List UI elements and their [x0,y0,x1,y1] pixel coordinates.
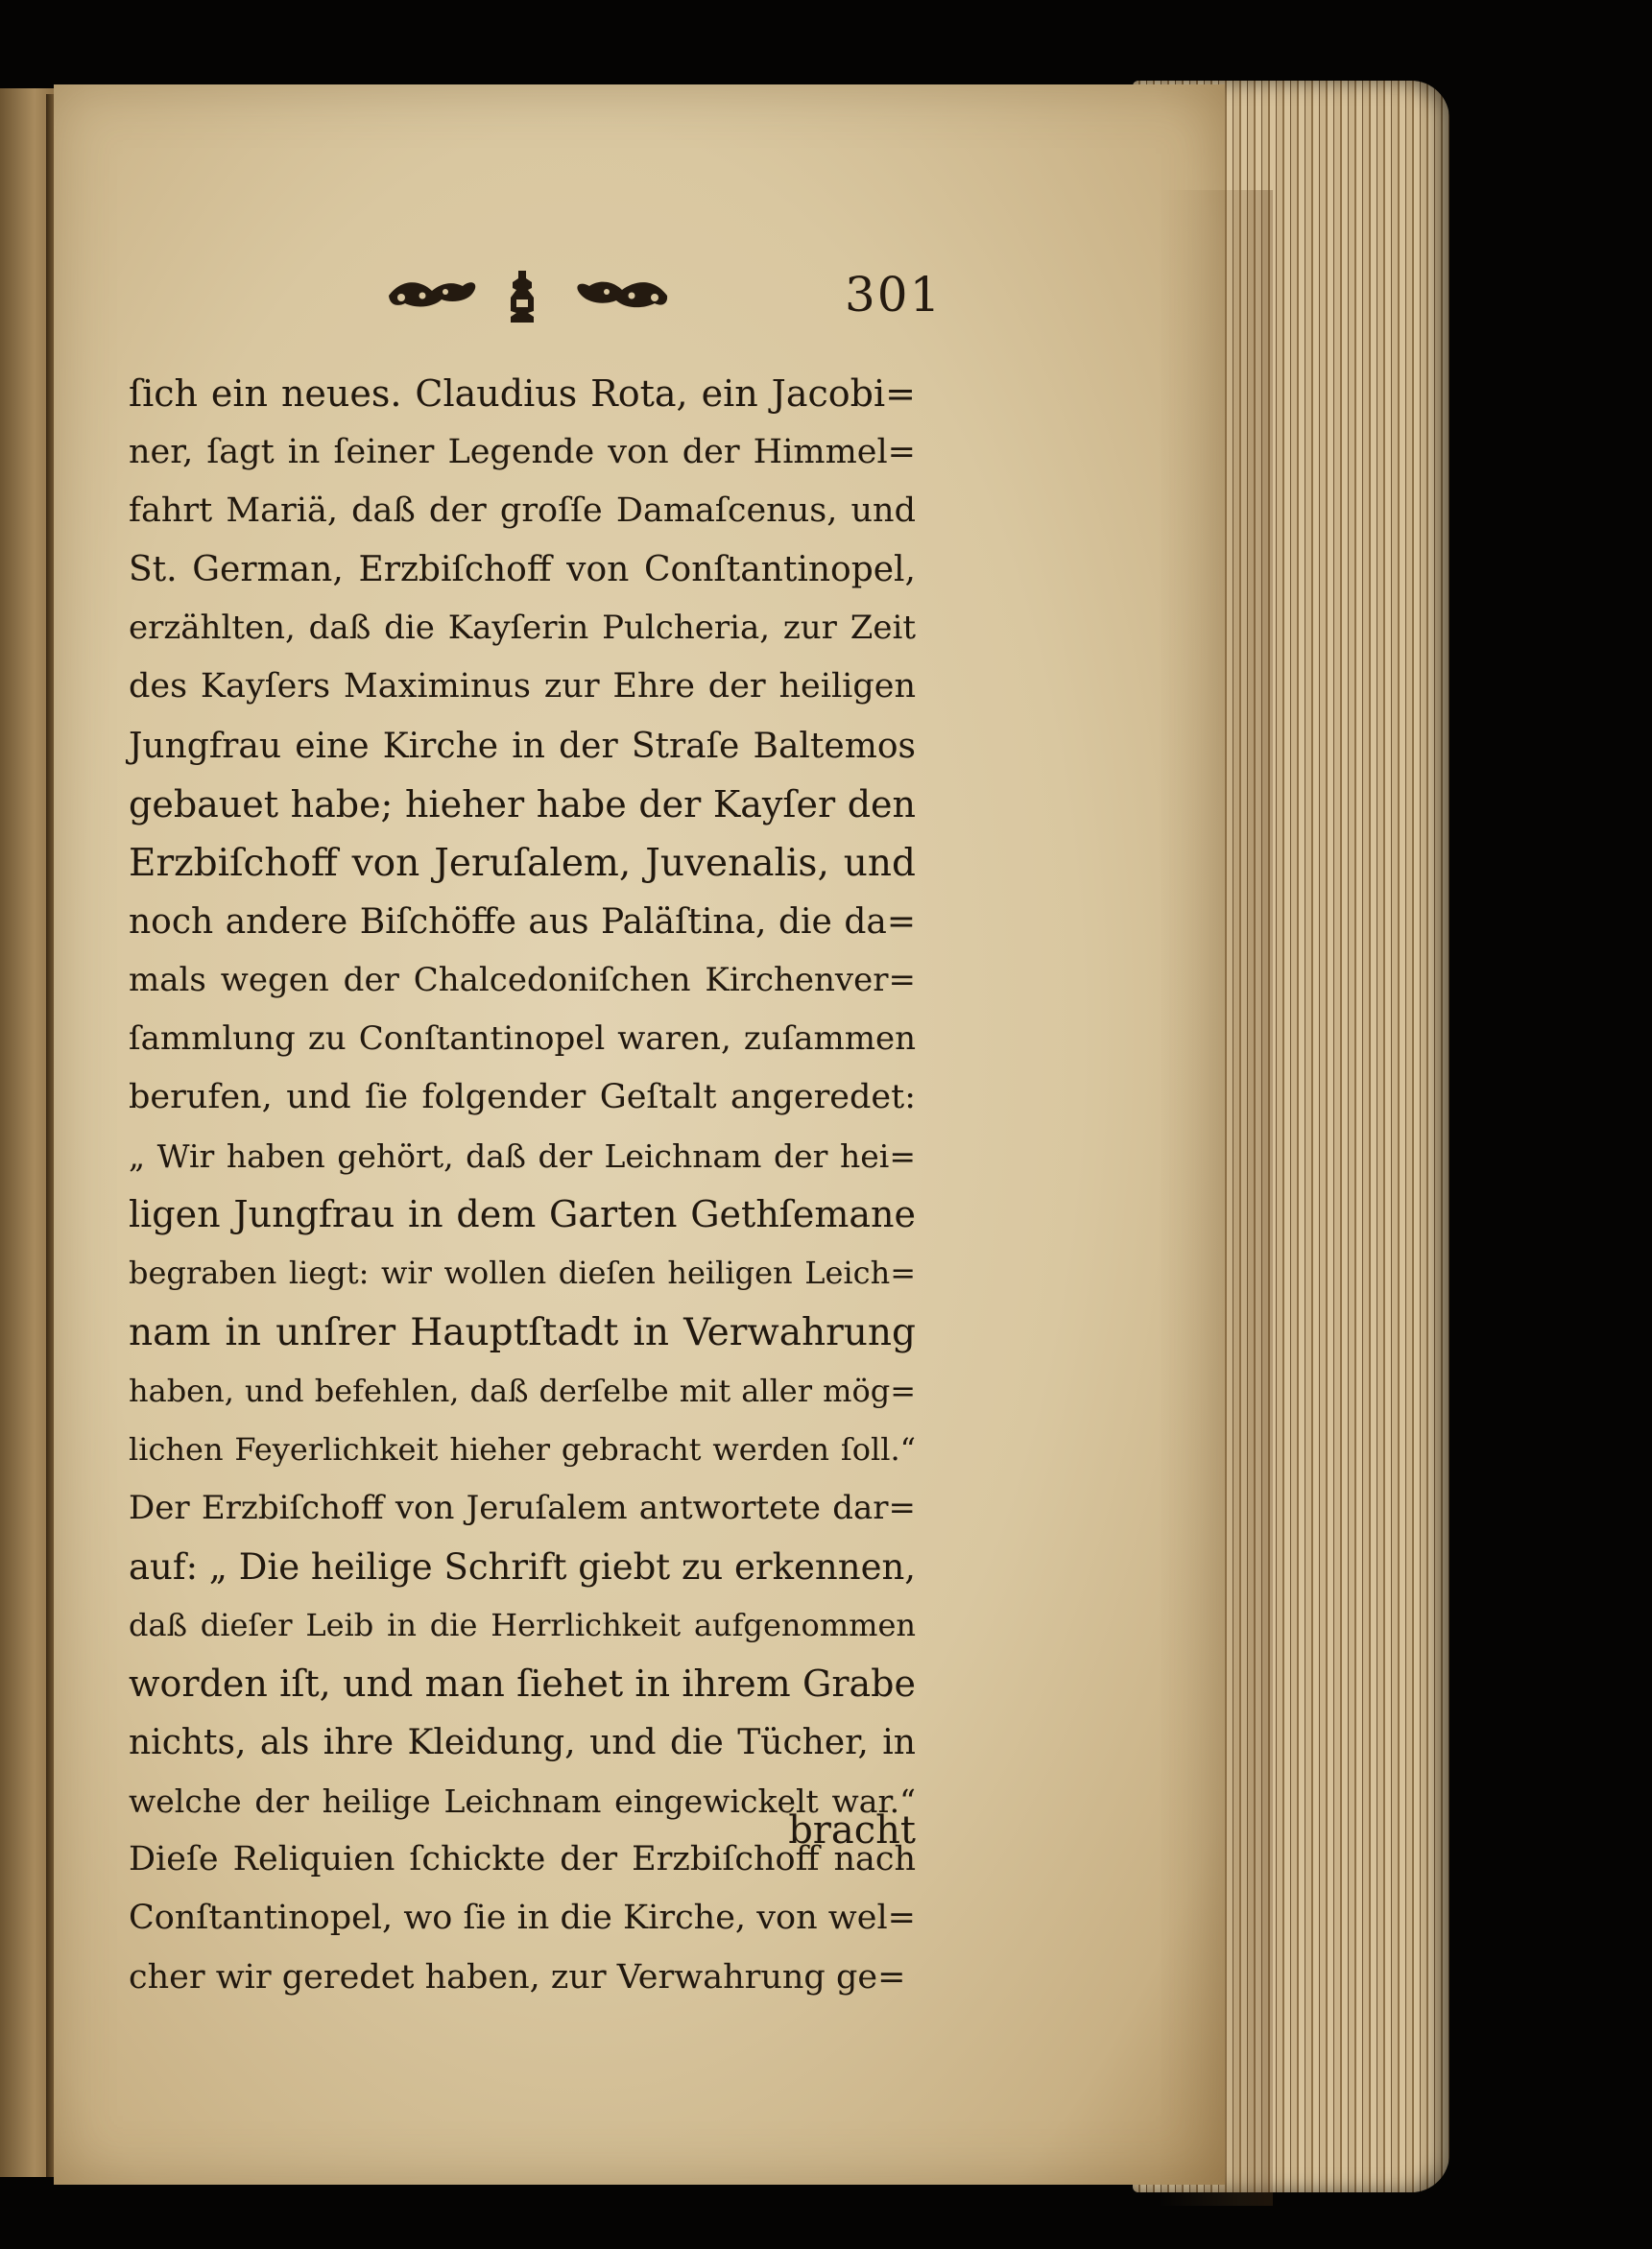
page-number: 301 [845,267,943,323]
text-line: noch andere Biſchöffe aus Paläſtina, die da= [129,901,916,942]
text-line: auf: „ Die heilige Schrift giebt zu erkennen, [129,1545,917,1588]
text-line: ligen Jungfrau in dem Garten Gethſemane [129,1193,916,1236]
text-line: erzählten, daß die Kayſerin Pulcheria, zur Zeit [129,609,916,648]
text-line: ner, ſagt in ſeiner Legende von der Himmel= [129,433,916,472]
text-line: Jungfrau eine Kirche in der Straſe Baltemos [129,726,916,766]
text-line: Erzbiſchoff von Jeruſalem, Juvenalis, und [129,841,916,885]
text-line: fahrt Mariä, daß der groſſe Damaſcenus, und [129,491,916,531]
text-line: gebauet habe; hieher habe der Kayſer den [129,782,916,825]
text-line: St. German, Erzbiſchoff von Conſtantinopel, [129,550,916,590]
text-line: worden iſt, und man ſiehet in ihrem Grabe [129,1663,916,1706]
text-line: Der Erzbiſchoff von Jeruſalem antwortete dar= [129,1488,916,1527]
text-line: nam in unſrer Hauptſtadt in Verwahrung [129,1310,916,1354]
text-line: ſich ein neues. Claudius Rota, ein Jacobi= [129,372,916,415]
page-headline [384,257,902,334]
vase-icon [511,271,534,323]
text-line: welche der heilige Leichnam eingewickelt war.“ [129,1782,916,1821]
text-line: nichts, als ihre Kleidung, und die Tücher, in [129,1723,916,1763]
body-text [129,365,916,2007]
text-line: berufen, und ſie folgender Geſtalt angeredet: [129,1078,916,1117]
text-line: „ Wir haben gehört, daß der Leichnam der hei= [129,1137,916,1176]
catchword: bracht [788,1808,916,1853]
text-line: haben, und befehlen, daß derſelbe mit aller mög= [129,1372,916,1409]
text-line: lichen Feyerlichkeit hieher gebracht werden ſoll.“ [129,1430,916,1468]
text-line: Dieſe Reliquien ſchickte der Erzbiſchoff nach [129,1840,916,1879]
text-line: daß dieſer Leib in die Herrlichkeit aufgenommen [129,1606,916,1643]
text-line: ſammlung zu Conſtantinopel waren, zuſammen [129,1019,916,1059]
page-shading [1158,190,1273,2206]
text-line: begraben liegt: wir wollen dieſen heiligen Leich= [129,1255,916,1292]
ornament-icon [384,257,672,334]
text-line: des Kayſers Maximinus zur Ehre der heiligen [129,667,916,706]
text-line: cher wir geredet haben, zur Verwahrung ge= [129,1957,906,1997]
text-line: mals wegen der Chalcedoniſchen Kirchenver= [129,960,916,999]
text-line: Conſtantinopel, wo ſie in die Kirche, von wel= [129,1899,916,1938]
